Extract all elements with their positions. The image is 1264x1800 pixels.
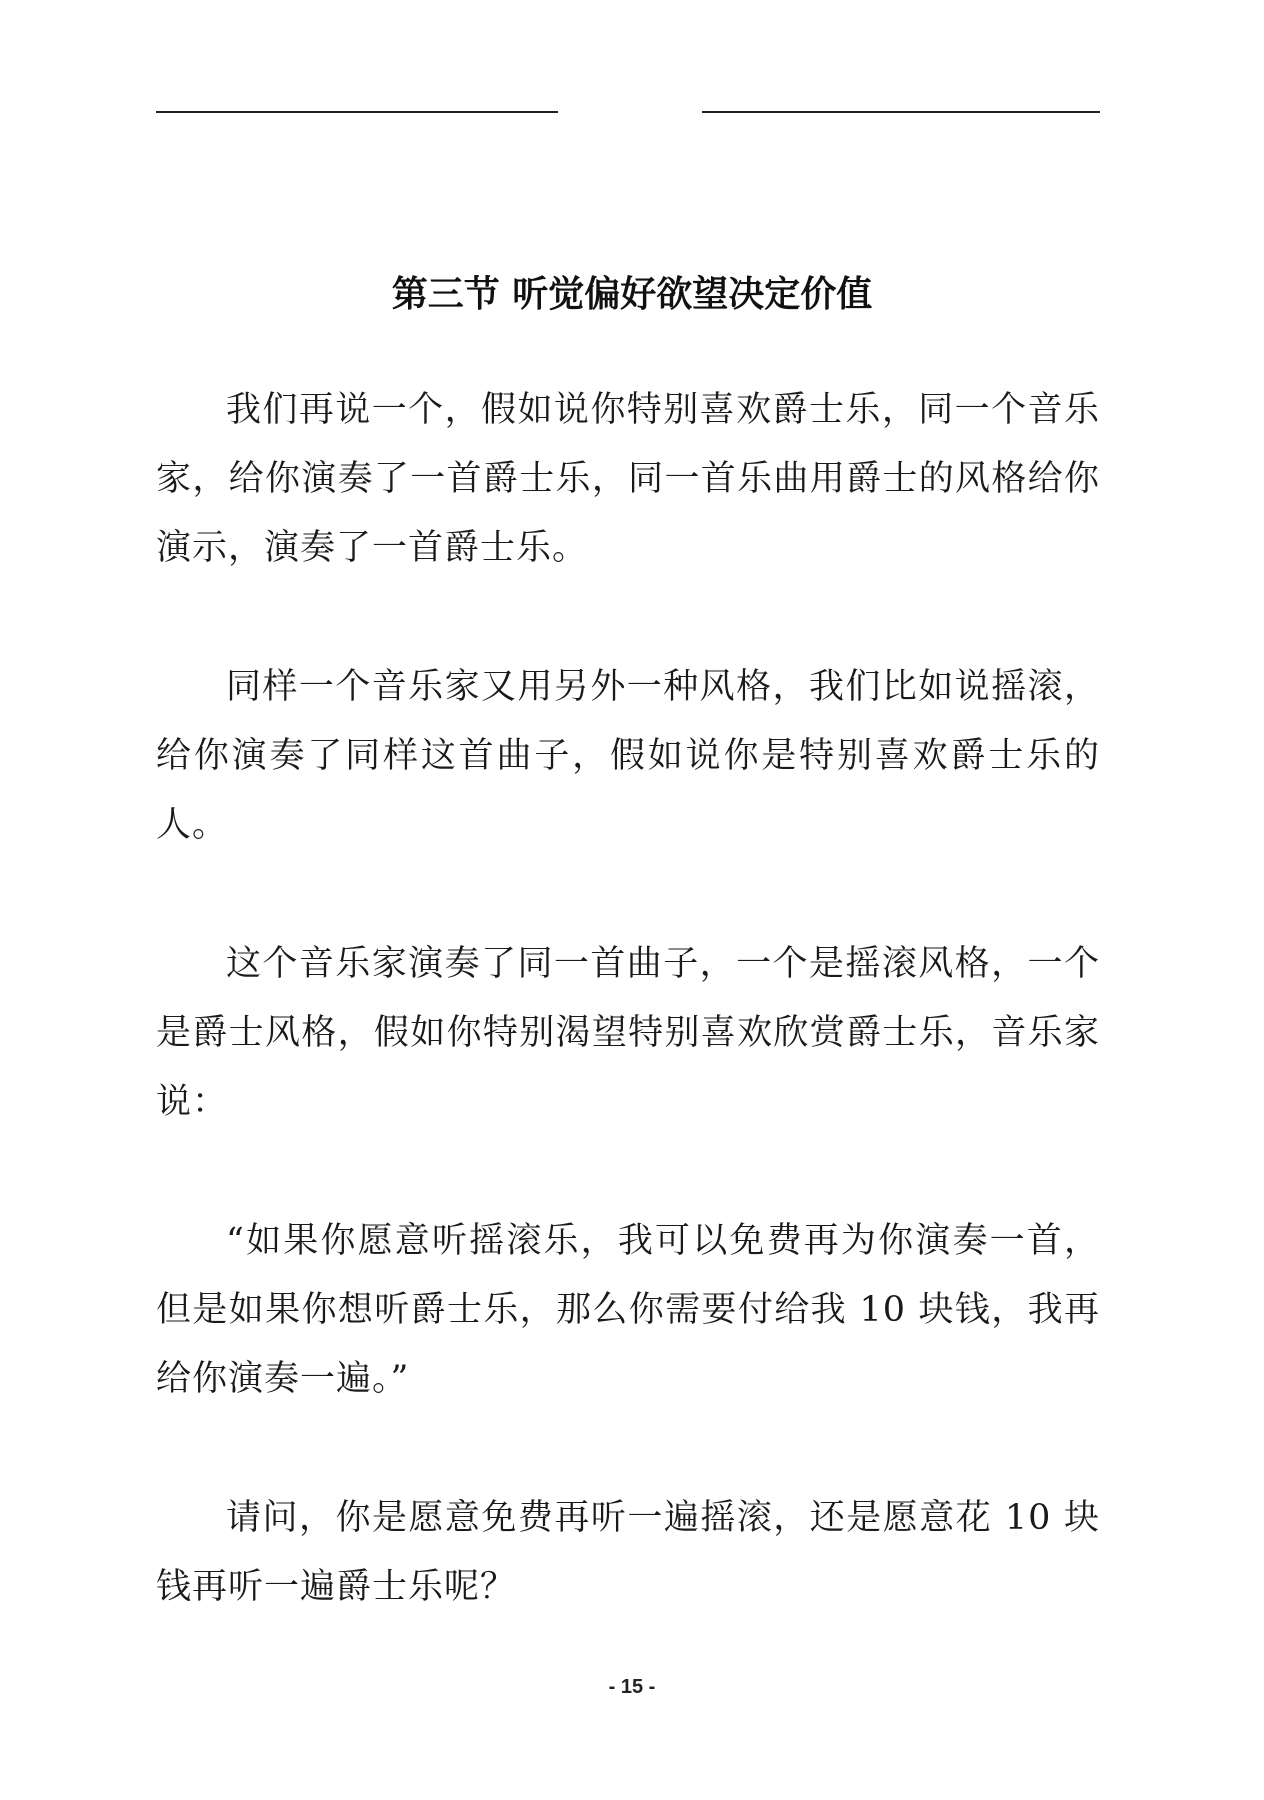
paragraph-4: “如果你愿意听摇滚乐，我可以免费再为你演奏一首，但是如果你想听爵士乐，那么你需要付给我 10 块钱，我再给你演奏一遍。” <box>156 1221 1100 1399</box>
section-title: 第三节 听觉偏好欲望决定价值 <box>391 274 873 315</box>
header-rule-right <box>702 111 1100 113</box>
page-number: - 15 - <box>608 1676 656 1698</box>
body-text <box>156 376 1100 1692</box>
paragraph-1: 我们再说一个，假如说你特别喜欢爵士乐，同一个音乐家，给你演奏了一首爵士乐，同一首乐曲用爵士的风格给你演示，演奏了一首爵士乐。 <box>156 390 1100 568</box>
paragraph-5: 请问，你是愿意免费再听一遍摇滚，还是愿意花 10 块钱再听一遍爵士乐呢？ <box>156 1498 1100 1607</box>
header-rule-left <box>156 111 558 113</box>
paragraph-2: 同样一个音乐家又用另外一种风格，我们比如说摇滚，给你演奏了同样这首曲子，假如说你是特别喜欢爵士乐的人。 <box>156 667 1100 845</box>
paragraph-3: 这个音乐家演奏了同一首曲子，一个是摇滚风格，一个是爵士风格，假如你特别渴望特别喜欢欣赏爵士乐，音乐家说： <box>156 944 1100 1122</box>
